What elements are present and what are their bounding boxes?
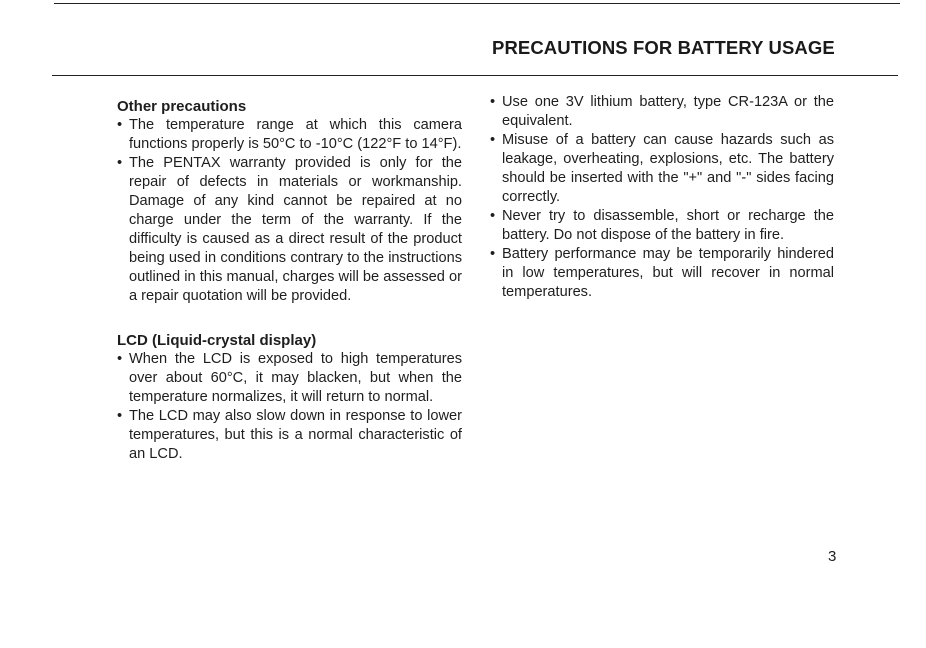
list-item [490, 131, 834, 207]
section-other-precautions [117, 97, 462, 306]
list-item [117, 154, 462, 306]
bullet-icon: • [490, 94, 496, 110]
bullet-icon: • [117, 351, 123, 367]
list-item-text: Misuse of a battery can cause hazards such as leakage, overheating, explosions, etc. The battery should be inserted with the "+" and "-" sides facing correctly. [502, 132, 834, 205]
list-item [490, 93, 834, 131]
top-border-rule [54, 3, 900, 4]
section-lcd [117, 331, 462, 464]
list-item-text: Never try to disassemble, short or recharge the battery. Do not dispose of the battery in fire. [502, 208, 834, 243]
list-item-text: The LCD may also slow down in response to lower temperatures, but this is a normal characteristic of an LCD. [129, 408, 462, 462]
list-item [490, 245, 834, 302]
right-column [490, 93, 834, 302]
bullet-icon: • [490, 246, 496, 262]
list-item [117, 116, 462, 154]
section-heading: Other precautions [117, 98, 247, 115]
list-item [490, 207, 834, 245]
section-spacer [117, 306, 462, 331]
list-item-text: Use one 3V lithium battery, type CR-123A or the equivalent. [502, 94, 834, 129]
list-item-text: The temperature range at which this camera functions properly is 50°C to -10°C (122°F to 14°F). [129, 117, 462, 152]
left-column [117, 97, 462, 464]
list-item-text: When the LCD is exposed to high temperatures over about 60°C, it may blacken, but when the temperature normalizes, it will return to normal. [129, 351, 462, 405]
bullet-icon: • [117, 155, 123, 171]
list-item [117, 407, 462, 464]
bullet-icon: • [490, 208, 496, 224]
list-item [117, 350, 462, 407]
list-item-text: The PENTAX warranty provided is only for the repair of defects in materials or workmanship. Damage of any kind cannot be repaired at no charge under the term of the warranty. If the difficulty is caused as a direct result of the product being used in conditions contrary to the instructions outlined in this manual, charges will be assessed or a repair quotation will be provided. [129, 155, 462, 304]
bullet-icon: • [490, 132, 496, 148]
bullet-icon: • [117, 408, 123, 424]
bullet-icon: • [117, 117, 123, 133]
bullet-list [490, 93, 834, 302]
section-heading: LCD (Liquid-crystal display) [117, 332, 317, 349]
bullet-list [117, 116, 462, 306]
page-title: PRECAUTIONS FOR BATTERY USAGE [492, 37, 835, 58]
list-item-text: Battery performance may be temporarily hindered in low temperatures, but will recover in normal temperatures. [502, 246, 834, 300]
page-number: 3 [828, 548, 837, 565]
bullet-list [117, 350, 462, 464]
header-divider [52, 75, 898, 76]
